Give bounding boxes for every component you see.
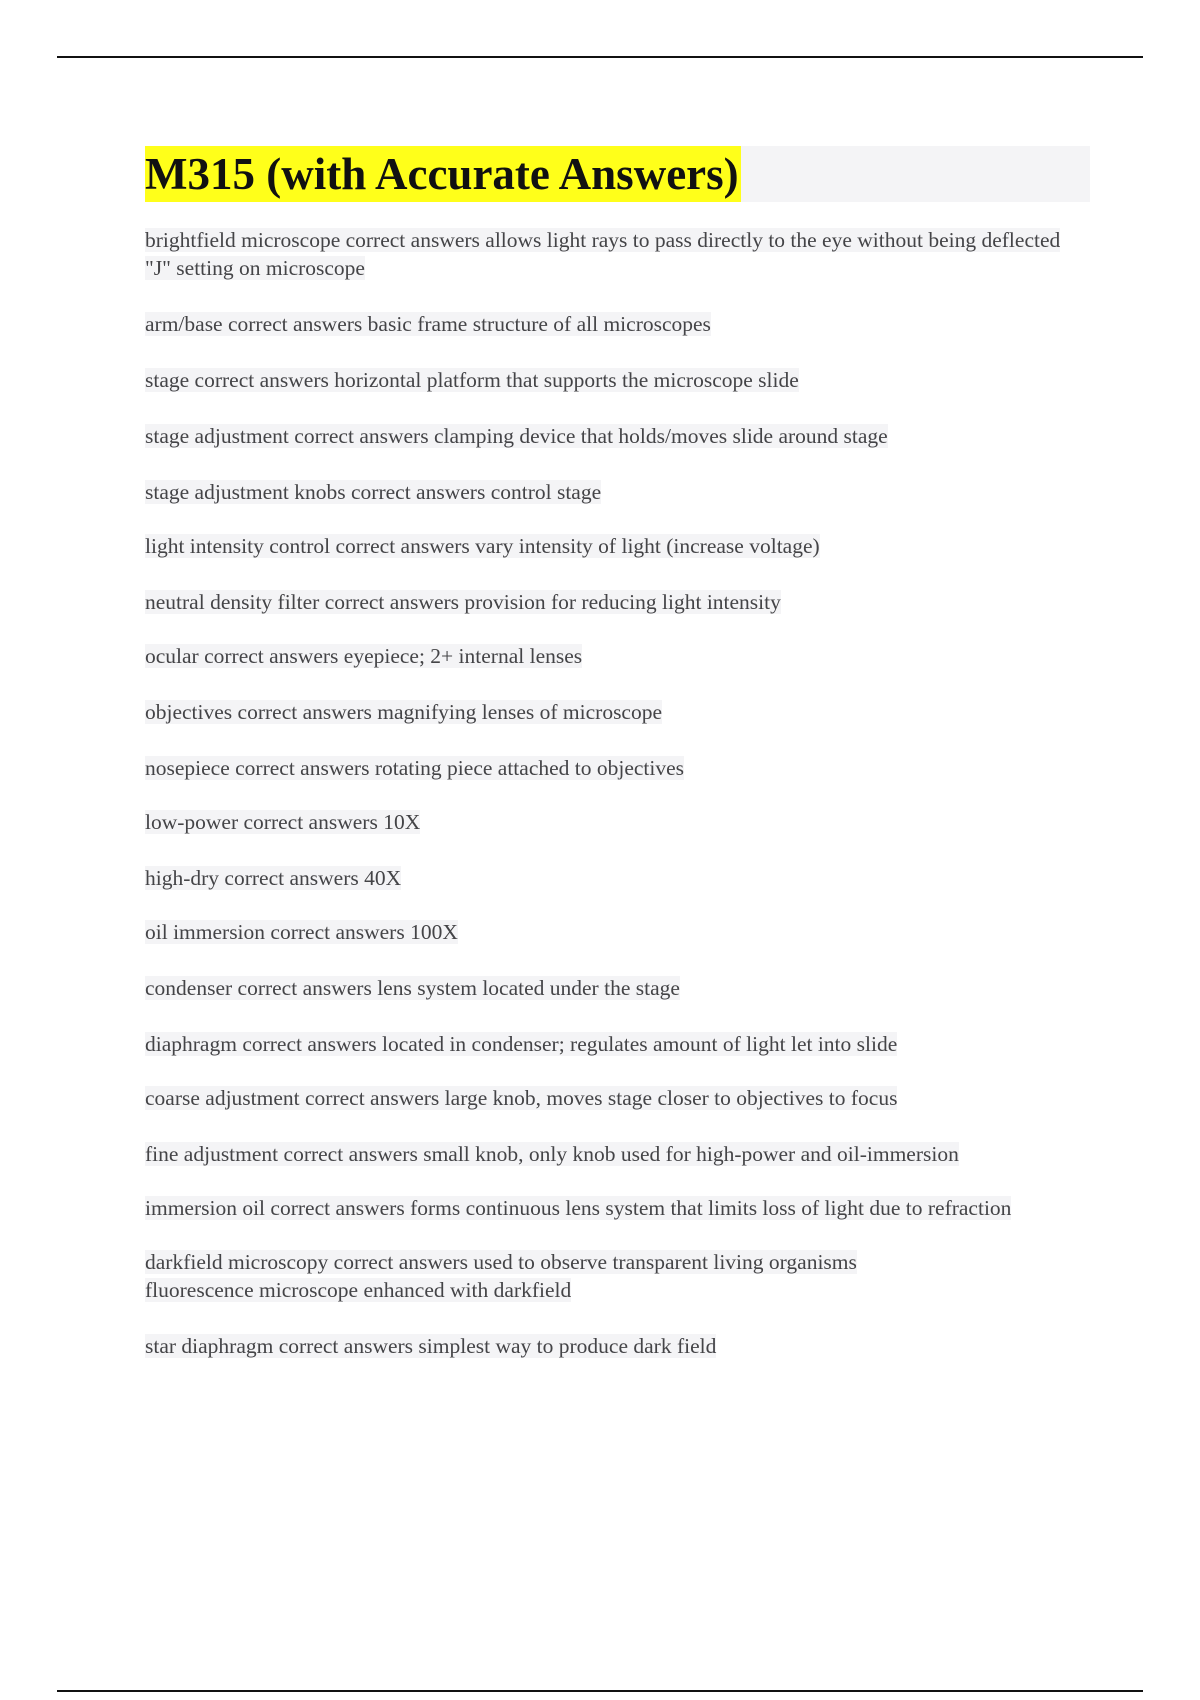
qa-text: oil immersion correct answers 100X (145, 920, 458, 944)
qa-text: arm/base correct answers basic frame structure of all microscopes (145, 312, 711, 336)
qa-entry (145, 1194, 1090, 1222)
qa-text: star diaphragm correct answers simplest way to produce dark field (145, 1334, 717, 1358)
header-rule (57, 56, 1143, 58)
qa-text: fine adjustment correct answers small knob, only knob used for high-power and oil-immersion (145, 1142, 959, 1166)
qa-entry (145, 754, 1090, 782)
qa-text: stage correct answers horizontal platform that supports the microscope slide (145, 368, 799, 392)
qa-entry (145, 366, 1090, 394)
document-body (145, 146, 1090, 1388)
qa-entry (145, 422, 1090, 450)
page-title: M315 (with Accurate Answers) (145, 146, 741, 202)
qa-text: immersion oil correct answers forms continuous lens system that limits loss of light due to refraction (145, 1196, 1012, 1220)
qa-text: condenser correct answers lens system located under the stage (145, 976, 680, 1000)
qa-text: brightfield microscope correct answers allows light rays to pass directly to the eye without being deflected "J" setting on microscope (145, 228, 1061, 280)
qa-entry (145, 1248, 1090, 1304)
qa-entry (145, 226, 1090, 282)
qa-entry (145, 478, 1090, 506)
qa-entry (145, 1030, 1090, 1058)
qa-text: nosepiece correct answers rotating piece attached to objectives (145, 756, 685, 780)
qa-text: low-power correct answers 10X (145, 810, 421, 834)
qa-entry (145, 864, 1090, 892)
qa-entry (145, 974, 1090, 1002)
footer-rule (57, 1690, 1143, 1692)
qa-entry (145, 1140, 1090, 1168)
qa-entry (145, 1332, 1090, 1360)
qa-text: light intensity control correct answers vary intensity of light (increase voltage) (145, 534, 820, 558)
qa-text: stage adjustment knobs correct answers control stage (145, 480, 602, 504)
qa-entry (145, 698, 1090, 726)
qa-entry (145, 918, 1090, 946)
qa-text: objectives correct answers magnifying lenses of microscope (145, 700, 663, 724)
qa-text: neutral density filter correct answers provision for reducing light intensity (145, 590, 781, 614)
qa-text: high-dry correct answers 40X (145, 866, 402, 890)
qa-entry (145, 532, 1090, 560)
qa-entry (145, 1084, 1090, 1112)
qa-entry (145, 642, 1090, 670)
qa-text: darkfield microscopy correct answers used to observe transparent living organisms fluorescence microscope enhanced with darkfield (145, 1250, 857, 1302)
qa-text: diaphragm correct answers located in condenser; regulates amount of light let into slide (145, 1032, 898, 1056)
qa-text: stage adjustment correct answers clamping device that holds/moves slide around stage (145, 424, 888, 448)
qa-entry (145, 588, 1090, 616)
qa-entry (145, 310, 1090, 338)
qa-text: coarse adjustment correct answers large knob, moves stage closer to objectives to focus (145, 1086, 898, 1110)
qa-entry (145, 808, 1090, 836)
title-bar (145, 146, 1090, 202)
qa-text: ocular correct answers eyepiece; 2+ internal lenses (145, 644, 583, 668)
